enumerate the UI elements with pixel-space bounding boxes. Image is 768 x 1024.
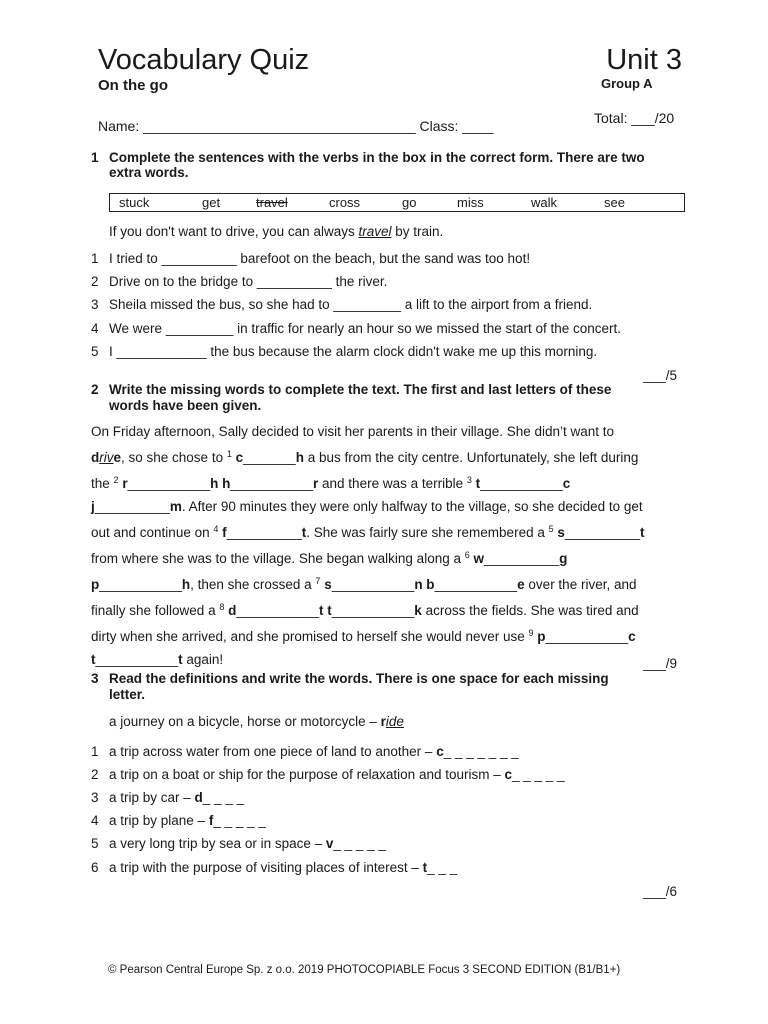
first-letter: d	[194, 790, 203, 805]
section2-instruction-1: Write the missing words to complete the text. The first and last letters of these	[109, 382, 612, 397]
copyright-footer: © Pearson Central Europe Sp. z o.o. 2019 PHOTOCOPIABLE Focus 3 SECOND EDITION (B1/B1+)	[108, 964, 621, 976]
section1-heading	[0, 149, 768, 185]
total-score: Total: ___/20	[594, 110, 675, 126]
section3-item	[91, 835, 386, 852]
section3-item	[91, 743, 519, 760]
example-answer: ide	[385, 714, 404, 729]
section2-number: 2	[91, 382, 99, 397]
section2-instruction-2: words have been given.	[109, 398, 262, 413]
section2-score: ___/9	[643, 656, 677, 671]
example-answer: travel	[358, 224, 392, 239]
section1-instruction-2: extra words.	[109, 165, 189, 180]
item-number: 6	[91, 860, 99, 875]
section1-item	[91, 343, 597, 360]
letter-blanks: _ _ _ _ _	[333, 836, 386, 851]
item-number: 1	[91, 251, 99, 266]
section3-item	[91, 789, 244, 806]
letter-blanks: _ _ _ _ _	[512, 767, 565, 782]
section1-item	[91, 296, 592, 313]
item-text: a trip on a boat or ship for the purpose of relaxation and tourism –	[109, 767, 505, 782]
item-text: a trip by plane –	[109, 813, 209, 828]
unit-label: Unit 3	[606, 44, 682, 76]
item-number: 4	[91, 813, 99, 828]
name-class-line: Name: ___________________________________ Class: ____	[98, 118, 494, 134]
item-text: I ____________ the bus because the alarm clock didn't wake me up this morning.	[109, 344, 598, 359]
section3-item	[91, 812, 266, 829]
letter-blanks: _ _ _ _ _ _ _	[443, 744, 519, 759]
item-number: 5	[91, 344, 99, 359]
section3-number: 3	[91, 671, 99, 686]
item-number: 3	[91, 790, 99, 805]
first-letter: t	[422, 860, 428, 875]
first-letter: v	[325, 836, 334, 851]
example-first-letter: r	[380, 714, 386, 729]
section3-item	[91, 859, 457, 876]
word-box-item: miss	[457, 195, 484, 210]
item-text: We were _________ in traffic for nearly an hour so we missed the start of the concert.	[109, 321, 622, 336]
item-text: Sheila missed the bus, so she had to _________ a lift to the airport from a friend.	[109, 297, 593, 312]
page-title: Vocabulary Quiz	[98, 44, 310, 76]
word-box-item: travel	[256, 195, 288, 210]
word-box-item: go	[402, 195, 417, 210]
item-text: a trip across water from one piece of land to another –	[109, 744, 437, 759]
word-box-item: cross	[329, 195, 361, 210]
section1-number: 1	[91, 150, 99, 165]
section1-item	[91, 250, 530, 267]
section1-item	[91, 320, 621, 337]
word-box-item: see	[604, 195, 625, 210]
item-number: 4	[91, 321, 99, 336]
letter-blanks: _ _ _ _	[202, 790, 245, 805]
gap-fill-text: On Friday afternoon, Sally decided to visit her parents in their village. She didn’t want to drive, so she chose to $^1$ c_______h a bus from the city centre. Unfortunately, she left during the $^2$ r___________h h___________r and there was a terrible $^3$ t___________c j__________m. After 90 minutes they were only halfway to the village, so she decided to get out and continue on $^4$ f__________t. She was fairly sure she remembered a $^5$ s__________t from where she was to the village. She began walking along a $^6$ w__________g p___________h, then she crossed a $^7$ s___________n b___________e over the river, and finally she followed a $^8$ d___________t t___________k across the fields. She was tired and dirty when she arrived, and she promised to herself she would never use $^9$ p___________c t___________t again!	[91, 424, 645, 667]
example-text: by train.	[391, 224, 444, 239]
first-letter: c	[436, 744, 444, 759]
item-text: a trip with the purpose of visiting places of interest –	[109, 860, 423, 875]
item-number: 2	[91, 274, 99, 289]
page-subtitle: On the go	[98, 77, 168, 94]
section1-instruction-1: Complete the sentences with the verbs in the box in the correct form. There are two	[109, 150, 645, 165]
item-number: 2	[91, 767, 99, 782]
word-box	[109, 193, 685, 212]
section3-item	[91, 766, 565, 783]
section3-example	[109, 713, 404, 730]
letter-blanks: _ _ _	[427, 860, 458, 875]
section3-instruction-2: letter.	[109, 687, 146, 702]
item-text: a trip by car –	[109, 790, 195, 805]
item-text: I tried to __________ barefoot on the beach, but the sand was too hot!	[109, 251, 531, 266]
first-letter: f	[208, 813, 214, 828]
first-letter: c	[504, 767, 512, 782]
item-number: 1	[91, 744, 99, 759]
item-text: Drive on to the bridge to __________ the river.	[109, 274, 388, 289]
word-box-item: stuck	[119, 195, 150, 210]
section2-heading	[0, 381, 768, 417]
section1-score: ___/5	[643, 368, 677, 383]
item-text: a very long trip by sea or in space –	[109, 836, 326, 851]
section1-item	[91, 273, 387, 290]
item-number: 5	[91, 836, 99, 851]
word-box-item: get	[202, 195, 221, 210]
section1-example	[109, 223, 443, 240]
group-label: Group A	[601, 76, 653, 91]
section3-heading	[0, 670, 768, 706]
word-box-item: walk	[531, 195, 558, 210]
section3-score: ___/6	[643, 884, 677, 899]
item-number: 3	[91, 297, 99, 312]
example-text: a journey on a bicycle, horse or motorcycle –	[109, 714, 381, 729]
section3-instruction-1: Read the definitions and write the words. There is one space for each missing	[109, 671, 609, 686]
letter-blanks: _ _ _ _ _	[213, 813, 266, 828]
example-text: If you don't want to drive, you can always	[109, 224, 359, 239]
